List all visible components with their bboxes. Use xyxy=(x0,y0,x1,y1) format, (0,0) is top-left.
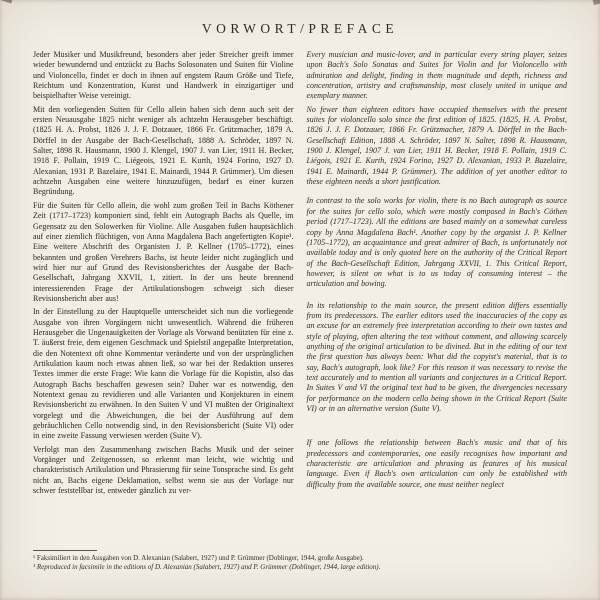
page-title: VORWORT/PREFACE xyxy=(201,21,399,36)
footnote-english: ¹ Reproduced in facsimile in the editions of D. Alexanian (Salabert, 1927) and P. Grümmer (Doblinger, 1944, large edition). xyxy=(33,562,381,571)
scan-artifact-top-left xyxy=(2,0,13,3)
english-paragraph-1: Every musician and music-lover, and in particular every string player, seizes upon Bach's Solo Sonatas and Suites for Violin and for Violoncello with admiration and delight, finding in them magnitude and depth, richness and concentration, artistry and craftsmanship, most closely united in unique and exemplary manner. xyxy=(306,50,567,101)
german-paragraph-3: Für die Suiten für Cello allein, die wohl zum großen Teil in Bachs Köthener Zeit (1717–1723) komponiert sind, fehlt ein Autograph Bachs als Quelle, im Gegensatz zu den Solowerken für Violine. Alle Ausgaben fußen hauptsächlich auf einer ziemlich flüchtigen, von Anna Magdalena Bach angefertigten Kopie¹. Eine weitere Abschrift des Organisten J. P. Kellner (1705–1772), eines bekannten und großen Verehrers Bachs, ist heute leider nicht zugänglich und wird hier nur auf Grund des Revisionsberichtes der Ausgabe der Bach-Gesellschaft, Jahrgang XXVII, 1, zitiert. In der uns heute brennend interessierenden Frage der Artikulationsbogen schweigt sich dieser Revisionsbericht aber aus! xyxy=(33,200,294,303)
footnotes xyxy=(33,550,570,571)
english-paragraph-4: In its relationship to the main source, the present edition differs essentially from its predecessors. The earlier editors used the inaccuracies of the copy as an excuse for an extremely free interpretation according to their own tastes and style of playing, often altering the text without comment, and allowing scarcely anything of the original articulation to be divined. But in the editing of our text the first question has always been: What did the copyist's material, that is to say, Bach's autograph, look like? For this reason it was necessary to revise the text accurately and to mention all variants and conjectures in a Critical Report. In Suites V and VI the original text had to be given, the divergencies necessary for performance on the modern cello being shown in the Critical Report (Suite VI) or in an alternative version (Suite V). xyxy=(306,300,567,413)
german-column xyxy=(33,50,294,547)
scan-artifact-top-right xyxy=(592,0,600,5)
english-paragraph-5: If one follows the relationship between Bach's music and that of his predecessors and contemporaries, one easily recognises how important and characteristic are articulation and phrasing as features of his musical language. Even if Bach's own articulation can only be established with difficulty from the available source, one must neither neglect xyxy=(306,438,567,489)
footnote-german: ¹ Faksimiliert in den Ausgaben von D. Alexanian (Salabert, 1927) und P. Grümmer (Doblinger, 1944, große Ausgabe). xyxy=(33,554,364,562)
english-paragraph-3: In contrast to the solo works for violin, there is no Bach autograph as source for the suites for cello solo, which were mostly composed in Bach's Cöthen period (1717–1723). All the editions are based mainly on a somewhat careless copy by Anna Magdalena Bach¹. Another copy by the organist J. P. Kellner (1705–1772), an acquaintance and great admirer of Bach, is unfortunately not available today and is only quoted here on the authority of the Critical Report of the Bach-Gesellschaft Edition, Jahrgang XXVII, 1. This Critical Report, however, is silent on what is to us today of consuming interest – the articulation and bowing. xyxy=(306,196,567,289)
german-paragraph-5: Verfolgt man den Zusammenhang zwischen Bachs Musik und der seiner Vorgänger und Zeitgenossen, so erkennt man leicht, wie wichtig und charakteristisch Artikulation und Phrasierung für seine Tonsprache sind. Es geht nicht an, Bachs eigene Deklamation, selbst wenn sie aus der Vorlage nur schwer feststellbar ist, entweder gänzlich zu ver- xyxy=(33,444,294,496)
text-columns xyxy=(0,50,600,547)
german-paragraph-4: In der Einstellung zu der Hauptquelle unterscheidet sich nun die vorliegende Ausgabe von ihren Vorgängern nicht unwesentlich. Während die früheren Herausgeber die Ungenauigkeiten der Vorlage als Vorwand benützten für eine z. T. äußerst freie, dem eigenen Geschmack und Spielstil angepaßte Interpretation, die den Notentext oft ohne Kommentar veränderte und von der ursprünglichen Artikulation kaum noch etwas ahnen ließ, so war bei der Redaktion unseres Textes immer die erste Frage: Wie kann die Vorlage für die Kopistin, also das Autograph Bachs beschaffen gewesen sein? Daher war es notwendig, den Notentext genau zu revidieren und alle Varianten und Konjekturen in einem Revisionsbericht zu erwähnen. In den Suiten V und VI mußten der Originaltext vorgelegt und die Abweichungen, die bei der Ausführung auf dem gebräuchlichen Cello notwendig sind, in den Revisionsbericht (Suite VI) oder in eine zweite Fassung verwiesen werden (Suite V). xyxy=(33,307,294,441)
english-paragraph-2: No fewer than eighteen editors have occupied themselves with the present suites for violoncello solo since the first edition of 1825. (1825, H. A. Probst, 1826 J. J. F. Dotzauer, 1866 Fr. Grützmacher, 1879 A. Dörffel in the Bach-Gesellschaft Edition, 1888 A. Schröder, 1897 N. Salter, 1898 R. Hausmann, 1900 J. Klengel, 1907 J. van Lier, 1911 H. Becker, 1918 F. Pollain, 1919 C. Liégois, 1921 E. Kurth, 1924 Forino, 1927 D. Alexanian, 1933 P. Bazelaire, 1941 E. Mainardi, 1944 P. Grümmer). The addition of yet another editor to these eighteen needs a short justification. xyxy=(306,104,567,187)
german-paragraph-1: Jeder Musiker und Musikfreund, besonders aber jeder Streicher greift immer wieder bewundernd und entzückt zu Bachs Solosonaten und Suiten für Violine und Violoncello, findet er doch in ihnen auf engstem Raum Größe und Tiefe, Reichtum und Konzentration, Kunst und Handwerk in einzigartiger und beispielhafter Weise vereinigt. xyxy=(33,50,294,101)
english-column xyxy=(307,50,568,547)
german-paragraph-2: Mit den vorliegenden Suiten für Cello allein haben sich denn auch seit der ersten Neuausgabe 1825 nicht weniger als achtzehn Herausgeber beschäftigt. (1825 H. A. Probst, 1826 J. J. F. Dotzauer, 1866 Fr. Grützmacher, 1879 A. Dörffel in der Ausgabe der Bach-Gesellschaft, 1888 A. Schröder, 1897 N. Salter, 1898 R. Hausmann, 1900 J. Klengel, 1907 J. van Lier, 1911 H. Becker, 1918 F. Pollain, 1919 C. Liégeois, 1921 E. Kurth, 1924 Forino, 1927 D. Alexanian, 1931 P. Bazelaire, 1941 E. Mainardi, 1944 P. Grümmer). Um diesen achtzehn Ausgaben eine weitere hinzuzufügen, bedarf es einer kurzen Begründung. xyxy=(33,104,294,197)
footnote-separator-rule xyxy=(33,550,97,551)
